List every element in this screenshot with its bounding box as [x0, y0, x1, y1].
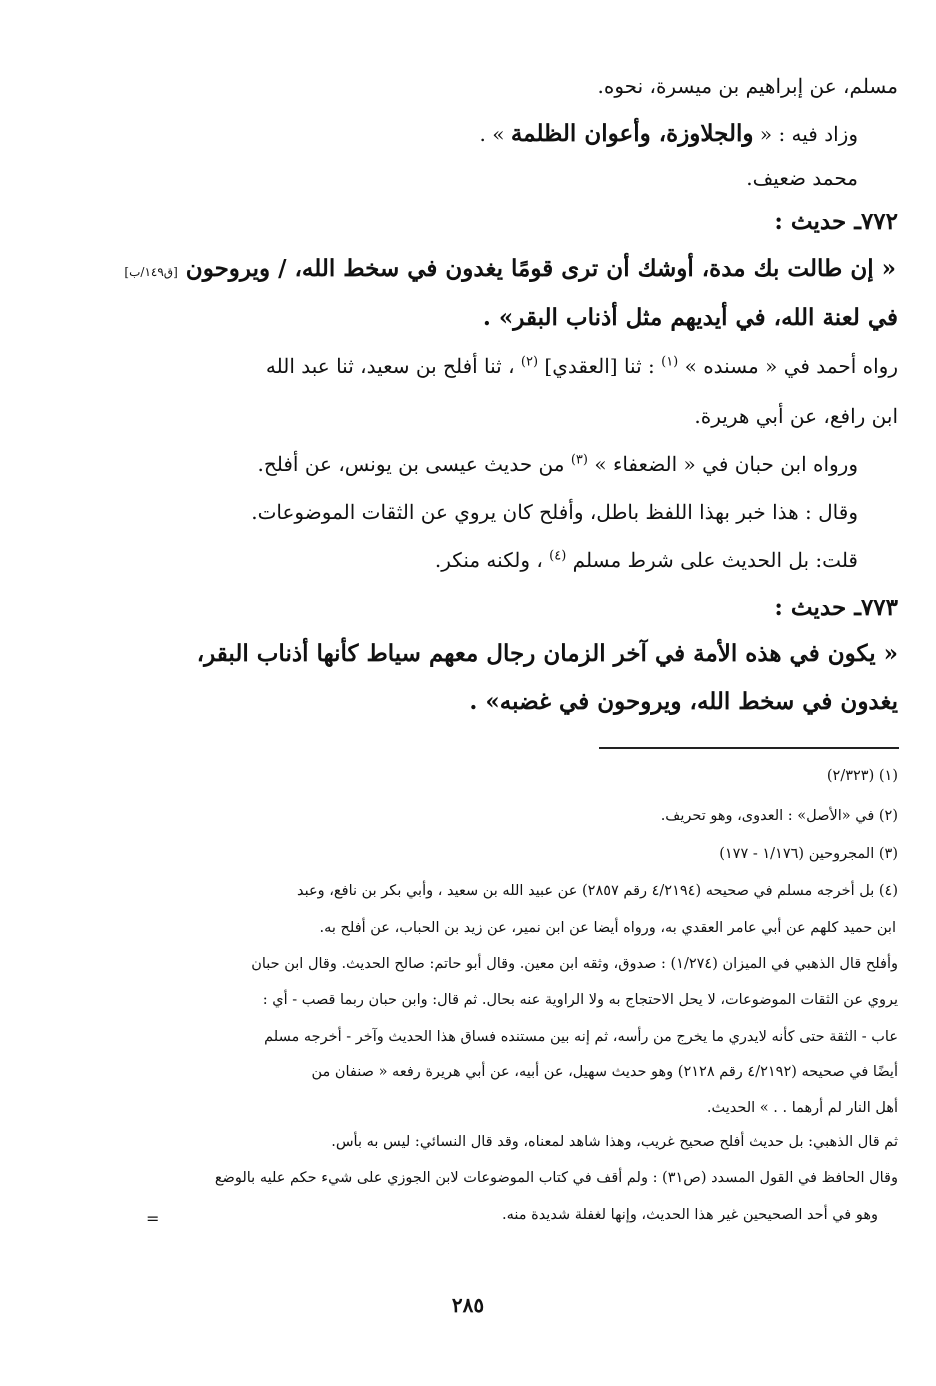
heading-text: ٧٧٢ـ حديث : — [774, 208, 898, 235]
footnote-4 — [297, 883, 898, 899]
footnote-4-line — [320, 920, 896, 936]
footnote-3 — [719, 846, 898, 862]
text: ، ثنا أفلح بن سعيد، ثنا عبد الله — [265, 354, 515, 378]
hadith-heading-773 — [774, 594, 898, 621]
footnote-1 — [827, 768, 898, 784]
text-line — [694, 404, 898, 428]
quote-line — [483, 304, 898, 331]
footnote-text: (١) (٢/٣٢٣) — [826, 768, 898, 784]
text: : ثنا [العقدي] — [544, 354, 655, 378]
text-line — [480, 120, 859, 147]
quote-text: في لعنة الله، في أيديهم مثل أذناب البقر» . — [482, 304, 898, 331]
text-line — [435, 548, 858, 572]
quote-text: « يكون في هذه الأمة في آخر الزمان رجال معهم سياط كأنها أذناب البقر، — [196, 640, 898, 667]
footnote-4-line — [707, 1100, 898, 1116]
footnote-text: أيضًا في صحيحه (٤/٢١٩٢ رقم ٢١٢٨) وهو حديث سهيل، عن أبيه، عن أبي هريرة رفعه « صنفان من — [311, 1064, 898, 1080]
footnote-text: (٢) في «الأصل» : العدوى، وهو تحريف. — [660, 808, 898, 824]
footnote-text: وقال الحافظ في القول المسدد (ص٣١) : ولم أقف في كتاب الموضوعات لابن الجوزي على شيء حكم عليه بالوضع — [214, 1170, 898, 1186]
quote-line — [469, 688, 898, 715]
footnote-4-line — [311, 1064, 898, 1080]
text: محمد ضعيف. — [746, 166, 858, 190]
continuation-mark: = — [146, 1209, 160, 1228]
text: ابن رافع، عن أبي هريرة. — [694, 404, 898, 428]
text-line — [746, 166, 858, 190]
footnote-2 — [661, 808, 898, 824]
quote-text: « إن طالت بك مدة، أوشك أن ترى قومًا يغدون في سخط الله، / ويروحون — [185, 255, 896, 282]
footnote-text: ابن حميد كلهم عن أبي عامر العقدي به، ورواه أيضا عن ابن نمير، عن زيد بن الحباب، عن أفلح به. — [319, 920, 896, 936]
footnote-separator — [599, 747, 899, 749]
text-line — [257, 452, 858, 476]
footnote-4-line — [264, 1029, 898, 1045]
footnote-4-line — [502, 1207, 878, 1223]
bold-quote: والجلاوزة، وأعوان الظلمة — [510, 120, 754, 147]
page-number: ٢٨٥ — [451, 1293, 485, 1317]
text: » . — [479, 122, 505, 146]
footnote-4-line — [263, 992, 898, 1008]
text: ، ولكنه منكر. — [434, 548, 543, 572]
heading-text: ٧٧٣ـ حديث : — [774, 594, 898, 621]
footnote-4-line — [331, 1134, 898, 1150]
text: مسلم، عن إبراهيم بن ميسرة، نحوه. — [597, 74, 898, 98]
text-line — [251, 500, 858, 524]
quote-text: يغدون في سخط الله، ويروحون في غضبه» . — [469, 688, 898, 715]
text: وزاد فيه : « — [759, 122, 858, 146]
footnote-text: أهل النار لم أرهما . . » الحديث. — [706, 1100, 898, 1116]
footnote-text: يروي عن الثقات الموضوعات، لا يحل الاحتجاج به ولا الراوية عنه بحال. ثم قال: وابن حبان ربما قصب - أي : — [262, 992, 898, 1008]
footnote-text: عاب - الثقة حتى كأنه لايدري ما يخرج من رأسه، ثم إنه بين مستنده فساق هذا الحديث وآخر - أخرجه مسلم — [264, 1029, 898, 1045]
footnote-ref: (٤) — [549, 548, 567, 564]
quote-line — [124, 255, 896, 282]
footnote-4-line — [251, 956, 898, 972]
footnote-ref: (٣) — [570, 452, 588, 468]
margin-note: [ق١٤٩/ب] — [124, 265, 178, 279]
text-line — [266, 354, 898, 378]
text: قلت: بل الحديث على شرط مسلم — [572, 548, 858, 572]
footnote-text: وأفلح قال الذهبي في الميزان (١/٢٧٤) : صدوق، وثقه ابن معين. وقال أبو حاتم: صالح الحديث. وقال ابن حبان — [251, 956, 898, 972]
hadith-heading-772 — [774, 208, 898, 235]
text: من حديث عيسى بن يونس، عن أفلح. — [257, 452, 565, 476]
footnote-text: (٣) المجروحين (١/١٧٦ - ١٧٧) — [719, 846, 898, 862]
footnote-text: وهو في أحد الصحيحين غير هذا الحديث، وإنها لغفلة شديدة منه. — [501, 1207, 878, 1223]
text: وقال : هذا خبر بهذا اللفظ باطل، وأفلح كان يروي عن الثقات الموضوعات. — [251, 500, 858, 524]
footnote-4-line — [215, 1170, 898, 1186]
text: ورواه ابن حبان في « الضعفاء » — [594, 452, 858, 476]
text: رواه أحمد في « مسنده » — [684, 354, 898, 378]
footnote-ref: (٢) — [520, 354, 539, 370]
text-line — [598, 74, 899, 98]
quote-line — [197, 640, 898, 667]
footnote-text: (٤) بل أخرجه مسلم في صحيحه (٤/٢١٩٤ رقم ٢٨٥٧) عن عبيد الله بن سعيد ، وأبي بكر بن نافع، وعبد — [296, 883, 898, 899]
footnote-ref: (١) — [661, 354, 679, 370]
footnote-text: ثم قال الذهبي: بل حديث أفلح صحيح غريب، وهذا شاهد لمعناه، وقد قال النسائي: ليس به بأس. — [331, 1134, 898, 1150]
